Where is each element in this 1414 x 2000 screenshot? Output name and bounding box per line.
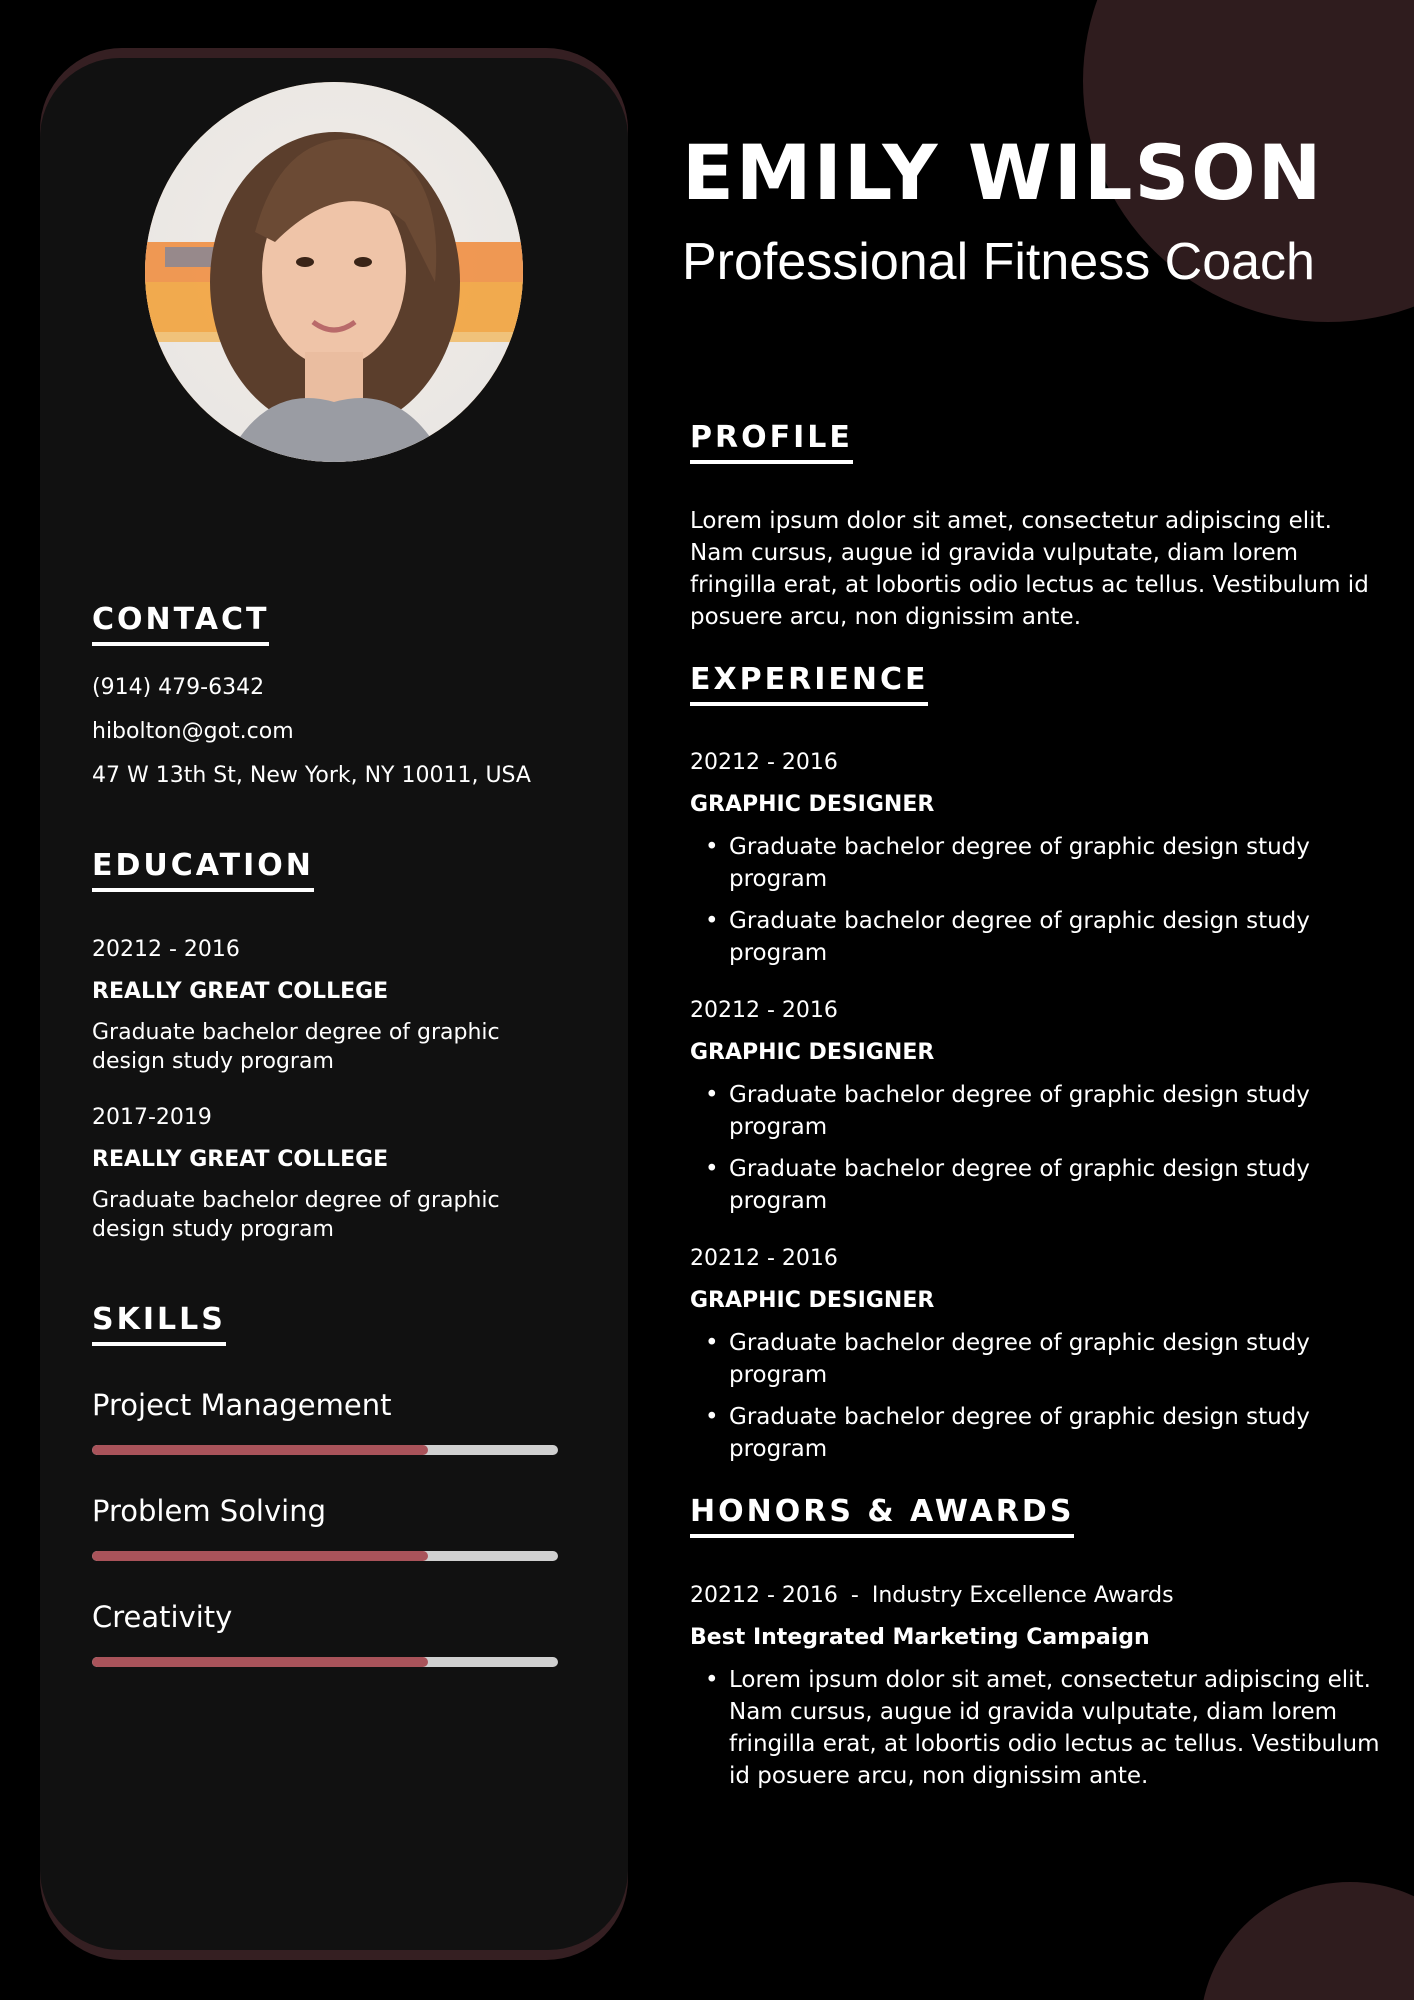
award-bullets: [690, 1664, 1380, 1802]
experience-bullet-text: Graduate bachelor degree of graphic design study program: [729, 1330, 1310, 1388]
experience-bullet: [690, 905, 1340, 969]
education-description: Graduate bachelor degree of graphic: [92, 1020, 500, 1045]
bullet-icon: •: [705, 834, 719, 860]
skills-heading-text: SKILLS: [92, 1302, 226, 1337]
education-description: design study program: [92, 1217, 334, 1242]
bullet-icon: •: [705, 1156, 719, 1182]
profile-photo: [145, 82, 523, 462]
experience-bullet: [690, 831, 1340, 895]
profile-text: Lorem ipsum dolor sit amet, consectetur adipiscing elit. Nam cursus, augue id gravida vulputate, diam lorem fringilla erat, at lobortis odio lectus ac tellus. Vestibulum id posuere arcu, non dignissim ante.: [690, 508, 1369, 630]
experience-bullet: [690, 1401, 1340, 1465]
education-description: Graduate bachelor degree of graphic: [92, 1188, 500, 1213]
skill-bar-fill: [92, 1445, 428, 1455]
contact-email[interactable]: hibolton@got.com: [92, 719, 294, 744]
award-title: Best Integrated Marketing Campaign: [690, 1625, 1150, 1650]
experience-role: GRAPHIC DESIGNER: [690, 792, 935, 817]
skill-bar-fill: [92, 1657, 428, 1667]
education-heading-underline: [92, 888, 314, 892]
profile-heading-text: PROFILE: [690, 420, 853, 455]
experience-bullet: [690, 1153, 1340, 1217]
experience-years: 20212 - 2016: [690, 750, 838, 775]
experience-bullets: [690, 1079, 1340, 1227]
skill-label: Creativity: [92, 1600, 233, 1634]
skill-label: Problem Solving: [92, 1494, 326, 1528]
education-heading-text: EDUCATION: [92, 848, 314, 883]
awards-heading-text: HONORS & AWARDS: [690, 1494, 1075, 1529]
experience-heading-text: EXPERIENCE: [690, 662, 929, 697]
education-description: design study program: [92, 1049, 334, 1074]
award-name: Industry Excellence Awards: [871, 1583, 1174, 1608]
skill-bar-project-management: [92, 1445, 558, 1455]
candidate-title: Professional Fitness Coach: [682, 233, 1315, 291]
experience-role: GRAPHIC DESIGNER: [690, 1288, 935, 1313]
experience-bullets: [690, 1327, 1340, 1475]
awards-heading: [690, 1494, 1074, 1538]
experience-bullet-text: Graduate bachelor degree of graphic design study program: [729, 1156, 1310, 1214]
bullet-icon: •: [705, 1330, 719, 1356]
bullet-icon: •: [705, 1082, 719, 1108]
bullet-icon: •: [705, 1404, 719, 1430]
award-bullet-text: Lorem ipsum dolor sit amet, consectetur adipiscing elit. Nam cursus, augue id gravida vulputate, diam lorem fringilla erat, at lobortis odio lectus ac tellus. Vestibulum id posuere arcu, non dignissim ante.: [729, 1667, 1380, 1789]
awards-heading-underline: [690, 1534, 1074, 1538]
experience-bullets: [690, 831, 1340, 979]
candidate-name: EMILY WILSON: [682, 128, 1324, 217]
contact-heading: [92, 602, 269, 646]
experience-years: 20212 - 2016: [690, 998, 838, 1023]
skills-heading-underline: [92, 1342, 226, 1346]
award-years: 20212 - 2016: [690, 1583, 838, 1608]
decorative-circle-bottom-right: [1200, 1882, 1414, 2000]
skill-bar-creativity: [92, 1657, 558, 1667]
education-years: 20212 - 2016: [92, 937, 240, 962]
experience-years: 20212 - 2016: [690, 1246, 838, 1271]
contact-phone: (914) 479-6342: [92, 675, 265, 700]
skill-bar-problem-solving: [92, 1551, 558, 1561]
skills-heading: [92, 1302, 226, 1346]
contact-heading-underline: [92, 642, 269, 646]
bullet-icon: •: [705, 908, 719, 934]
education-school: REALLY GREAT COLLEGE: [92, 979, 389, 1004]
award-bullet: [690, 1664, 1380, 1792]
education-heading: [92, 848, 314, 892]
award-separator: -: [850, 1583, 859, 1608]
education-years: 2017-2019: [92, 1105, 212, 1130]
skill-bar-fill: [92, 1551, 428, 1561]
experience-heading-underline: [690, 702, 928, 706]
profile-heading-underline: [690, 460, 853, 464]
experience-heading: [690, 662, 928, 706]
experience-bullet-text: Graduate bachelor degree of graphic design study program: [729, 908, 1310, 966]
profile-heading: [690, 420, 853, 464]
experience-bullet: [690, 1327, 1340, 1391]
skill-label: Project Management: [92, 1388, 392, 1422]
experience-bullet-text: Graduate bachelor degree of graphic design study program: [729, 1404, 1310, 1462]
contact-address: 47 W 13th St, New York, NY 10011, USA: [92, 763, 531, 788]
portrait-illustration: [145, 82, 523, 462]
experience-bullet-text: Graduate bachelor degree of graphic design study program: [729, 1082, 1310, 1140]
experience-bullet-text: Graduate bachelor degree of graphic design study program: [729, 834, 1310, 892]
experience-bullet: [690, 1079, 1340, 1143]
education-school: REALLY GREAT COLLEGE: [92, 1147, 389, 1172]
experience-role: GRAPHIC DESIGNER: [690, 1040, 935, 1065]
contact-heading-text: CONTACT: [92, 602, 270, 637]
award-date-line: [690, 1581, 1174, 1611]
bullet-icon: •: [705, 1667, 719, 1693]
